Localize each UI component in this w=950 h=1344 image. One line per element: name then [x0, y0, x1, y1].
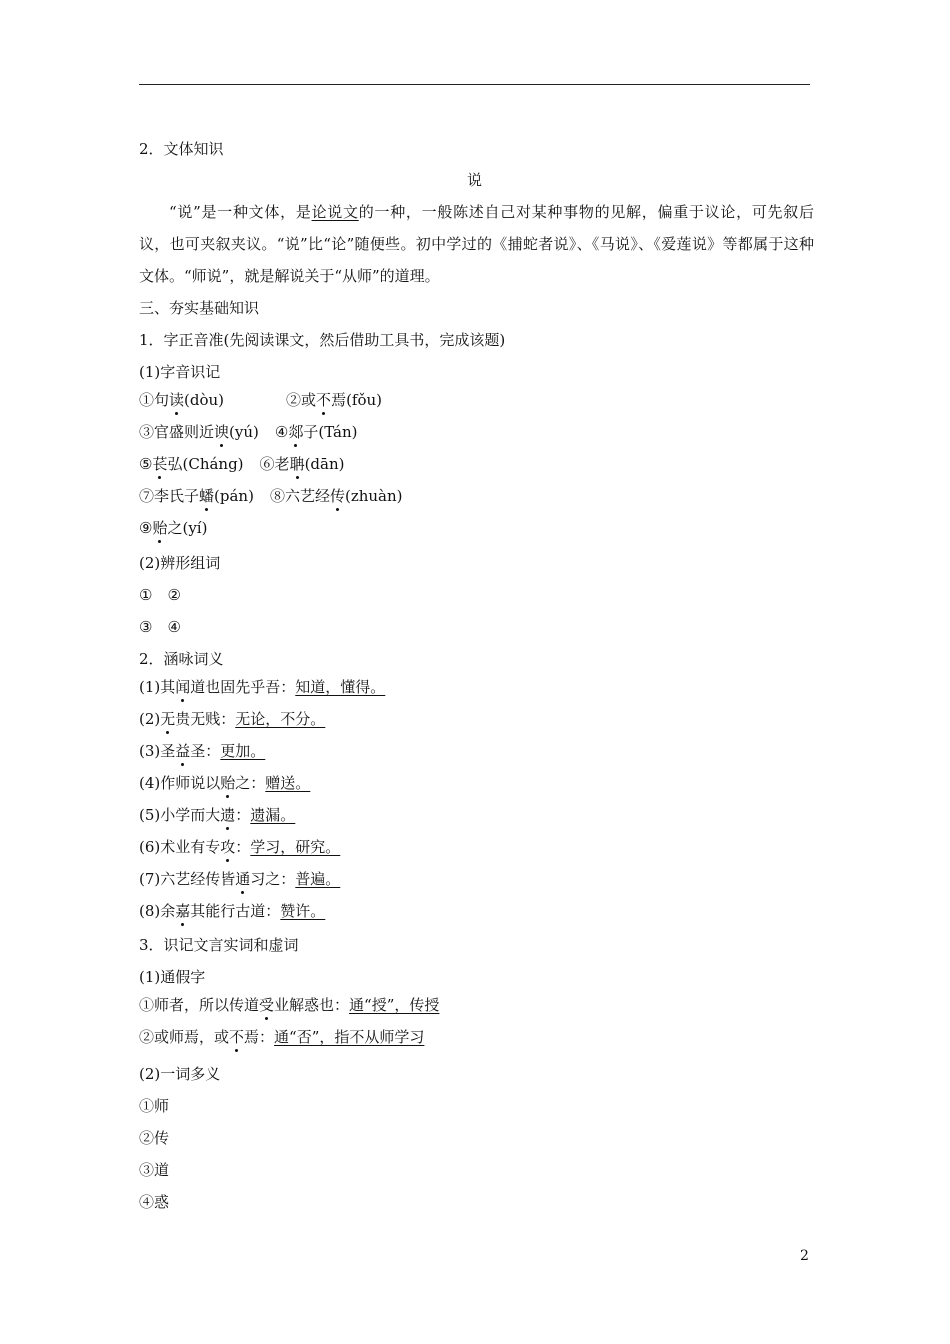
pron-row-3: ⑤苌弘(Cháng) ⑥老聃(dān) — [139, 455, 345, 473]
polysemy-item: ②传 — [139, 1129, 170, 1147]
subsection-tongjia: (1)通假字 — [139, 968, 206, 986]
shuo-title: 说 — [466, 171, 482, 189]
word-item-5: (5)小学而大遗：遗漏。 — [139, 806, 296, 824]
form-row-2: ③ ④ — [139, 618, 181, 636]
word-item-1: (1)其闻道也固先乎吾：知道，懂得。 — [139, 678, 386, 696]
polysemy-item: ①师 — [139, 1097, 170, 1115]
genre-paragraph: “说”是一种文体，是论说文的一种，一般陈述自己对某种事物的见解，偏重于议论，可先叙后议，也可夹叙夹议。“说”比“论”随便些。初中学过的《捕蛇者说》、《马说》、《爱莲说》等都属于这种文体。“师说”，就是解说关于“从师”的道理。 — [139, 203, 814, 285]
pron-row-1: ①句读(dòu) ②或不焉(fǒu) — [139, 391, 383, 409]
word-item-2: (2)无贵无贱：无论，不分。 — [139, 710, 326, 728]
question-2-title: 2．涵咏词义 — [139, 650, 224, 668]
subsection-form: (2)辨形组词 — [139, 554, 221, 572]
form-row-1: ① ② — [139, 586, 181, 604]
pron-row-4: ⑦李氏子蟠(pán) ⑧六艺经传(zhuàn) — [139, 487, 403, 505]
underlined-term: 论说文 — [311, 203, 359, 221]
pron-row-2: ③官盛则近谀(yú) ④郯子(Tán) — [139, 423, 358, 441]
pron-row-5: ⑨贻之(yí) — [139, 519, 208, 537]
word-item-4: (4)作师说以贻之：赠送。 — [139, 774, 311, 792]
section-2-heading: 2．文体知识 — [139, 140, 224, 158]
section-3-heading: 三、夯实基础知识 — [139, 299, 260, 317]
question-3-title: 3．识记文言实词和虚词 — [139, 936, 299, 954]
word-item-7: (7)六艺经传皆通习之：普遍。 — [139, 870, 341, 888]
tongjia-item-2: ②或师焉，或不焉：通“否”，指不从师学习 — [139, 1028, 425, 1046]
word-item-8: (8)余嘉其能行古道：赞许。 — [139, 902, 326, 920]
polysemy-item: ④惑 — [139, 1193, 170, 1211]
subsection-polysemy: (2)一词多义 — [139, 1065, 221, 1083]
subsection-pronunciation: (1)字音识记 — [139, 363, 221, 381]
tongjia-item-1: ①师者，所以传道受业解惑也：通“授”，传授 — [139, 996, 440, 1014]
question-1-title: 1．字正音准(先阅读课文，然后借助工具书，完成该题) — [139, 331, 506, 349]
word-item-6: (6)术业有专攻：学习，研究。 — [139, 838, 341, 856]
word-item-3: (3)圣益圣：更加。 — [139, 742, 266, 760]
header-rule — [139, 84, 810, 85]
page-number: 2 — [800, 1248, 809, 1264]
polysemy-item: ③道 — [139, 1161, 170, 1179]
